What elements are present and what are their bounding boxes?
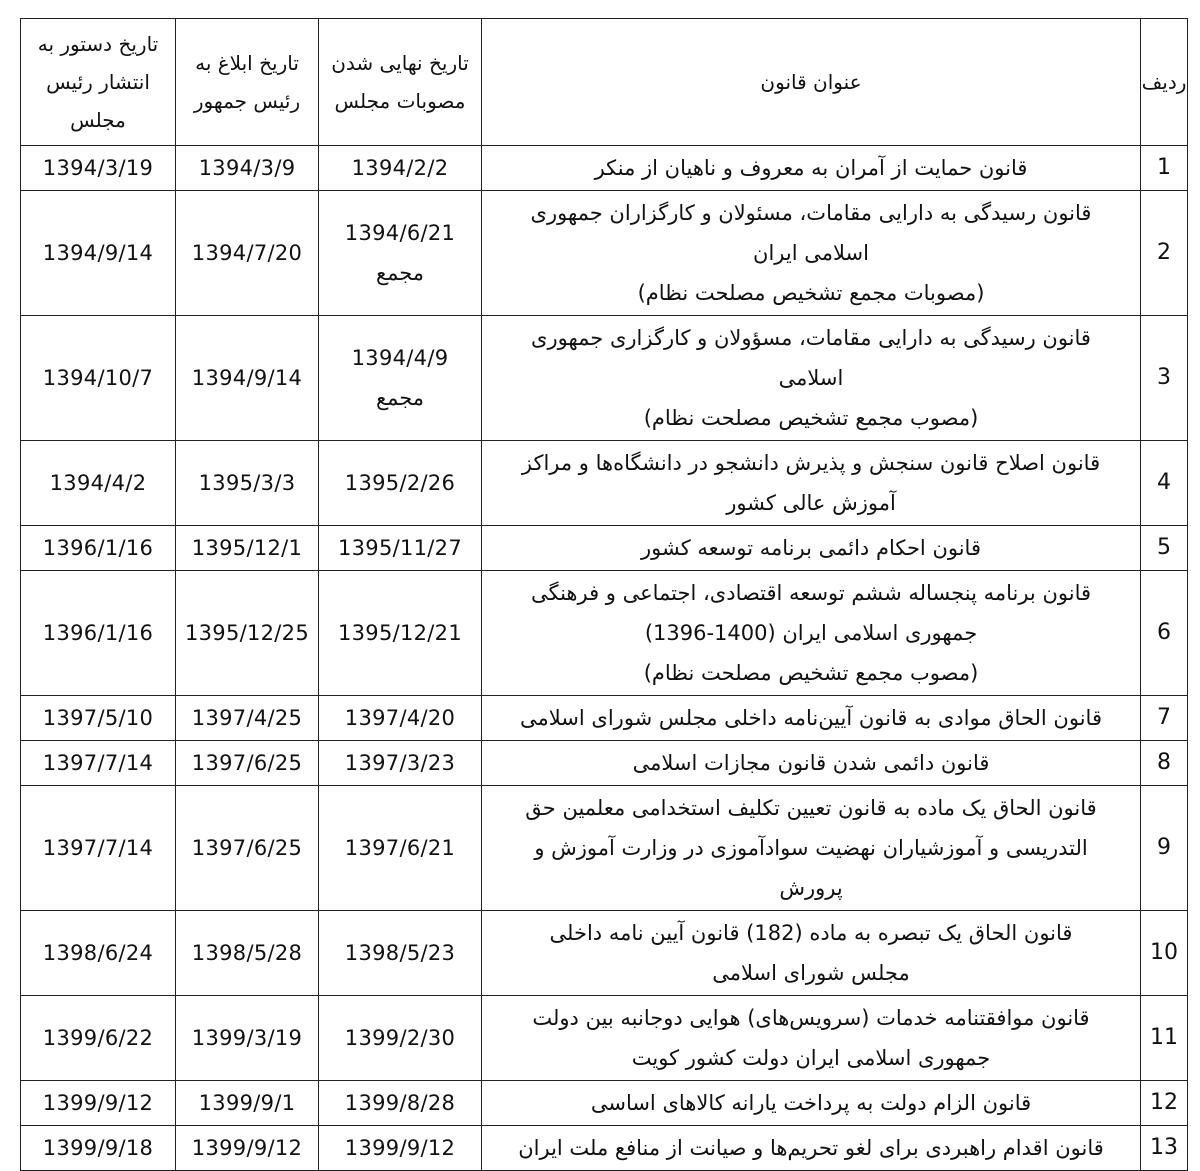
law-title [482,571,1141,696]
table-row [21,146,1188,191]
finalized-date [319,1081,482,1126]
finalized-date [319,996,482,1081]
notified-date: 1397/6/25 [176,786,319,911]
table-row [21,526,1188,571]
row-number: 9 [1141,786,1188,911]
published-date: 1396/1/16 [21,571,176,696]
table-row [21,786,1188,911]
table-row [21,316,1188,441]
row-number: 3 [1141,316,1188,441]
row-number: 4 [1141,441,1188,526]
laws-body [21,146,1188,1171]
published-date: 1394/3/19 [21,146,176,191]
law-title [482,1081,1141,1126]
row-number: 6 [1141,571,1188,696]
notified-date: 1395/12/25 [176,571,319,696]
finalized-date-line: 1394/6/21 [344,221,456,245]
header-finalized: تاریخ نهایی شدن مصوبات مجلس [319,19,482,146]
law-title [482,146,1141,191]
finalized-date-line: 1395/11/27 [337,536,463,560]
notified-date: 1394/7/20 [176,191,319,316]
table-row [21,741,1188,786]
finalized-date-line: 1395/2/26 [344,471,456,495]
law-title-line: قانون رسیدگی به دارایی مقامات، مسئولان و کارگزاران جمهوری [530,201,1092,225]
published-date: 1399/6/22 [21,996,176,1081]
finalized-date [319,911,482,996]
finalized-date [319,191,482,316]
header-row-number: ردیف [1141,19,1188,146]
finalized-date-line: 1398/5/23 [344,941,456,965]
law-title-line: قانون رسیدگی به دارایی مقامات، مسؤولان و کارگزاری جمهوری [531,326,1091,350]
row-number: 10 [1141,911,1188,996]
law-title [482,1126,1141,1171]
law-title-line: قانون الحاق یک تبصره به ماده (182) قانون آیین نامه داخلی [549,921,1073,945]
finalized-date-line: 1394/2/2 [351,156,449,180]
table-row [21,1081,1188,1126]
notified-date: 1399/9/1 [176,1081,319,1126]
row-number: 12 [1141,1081,1188,1126]
law-title [482,786,1141,911]
published-date: 1394/9/14 [21,191,176,316]
law-title [482,316,1141,441]
table-row [21,571,1188,696]
finalized-date-line: 1394/4/9 [351,346,449,370]
law-title-line: قانون الحاق موادی به قانون آیین‌نامه داخلی مجلس شورای اسلامی [520,706,1102,730]
finalized-date-line: مجمع [375,386,425,410]
law-title [482,696,1141,741]
published-date: 1397/7/14 [21,786,176,911]
finalized-date [319,786,482,911]
law-title-line: (مصوب مجمع تشخیص مصلحت نظام) [643,406,979,430]
row-number: 2 [1141,191,1188,316]
law-title-line: قانون احکام دائمی برنامه توسعه کشور [641,536,981,560]
published-date: 1399/9/18 [21,1126,176,1171]
law-title-line: جمهوری اسلامی ایران دولت کشور کویت [631,1046,991,1070]
law-title [482,526,1141,571]
notified-date: 1394/9/14 [176,316,319,441]
law-title [482,911,1141,996]
law-title-line: قانون موافقتنامه خدمات (سرویس‌های) هوایی دوجانبه بین دولت [532,1006,1090,1030]
table-row [21,996,1188,1081]
header-published: تاریخ دستور به انتشار رئیس مجلس [21,19,176,146]
row-number: 1 [1141,146,1188,191]
notified-date: 1397/6/25 [176,741,319,786]
law-title-line: قانون اقدام راهبردی برای لغو تحریم‌ها و صیانت از منافع ملت ایران [518,1136,1104,1160]
finalized-date [319,316,482,441]
law-title-line: قانون اصلاح قانون سنجش و پذیرش دانشجو در دانشگاه‌ها و مراکز [521,451,1101,475]
table-row [21,191,1188,316]
notified-date: 1395/3/3 [176,441,319,526]
notified-date: 1399/9/12 [176,1126,319,1171]
law-title-line: اسلامی ایران [753,241,869,265]
published-date: 1394/10/7 [21,316,176,441]
finalized-date [319,441,482,526]
finalized-date-line: 1399/9/12 [344,1136,456,1160]
law-title-line: پرورش [779,876,843,900]
notified-date: 1397/4/25 [176,696,319,741]
law-title-line: قانون حمایت از آمران به معروف و ناهیان از منکر [594,156,1028,180]
notified-date: 1394/3/9 [176,146,319,191]
table-row [21,911,1188,996]
published-date: 1397/5/10 [21,696,176,741]
finalized-date-line: 1397/4/20 [344,706,456,730]
finalized-date-line: 1399/8/28 [344,1091,456,1115]
published-date: 1399/9/12 [21,1081,176,1126]
law-title-line: التدریسی و آموزشیاران نهضیت سوادآموزی در وزارت آموزش و [534,836,1088,860]
row-number: 5 [1141,526,1188,571]
law-title [482,191,1141,316]
row-number: 7 [1141,696,1188,741]
law-title-line: جمهوری اسلامی ایران (1400-1396) [644,621,978,645]
row-number: 13 [1141,1126,1188,1171]
law-title [482,441,1141,526]
table-row [21,1126,1188,1171]
header-title: عنوان قانون [482,19,1141,146]
finalized-date-line: 1397/3/23 [344,751,456,775]
finalized-date [319,696,482,741]
law-title-line: قانون الزام دولت به پرداخت یارانه کالاهای اساسی [590,1091,1032,1115]
finalized-date-line: مجمع [375,261,425,285]
law-title-line: قانون برنامه پنجساله ششم توسعه اقتصادی، اجتماعی و فرهنگی [530,581,1092,605]
header-row [21,19,1188,146]
law-title [482,741,1141,786]
law-title-line: آموزش عالی کشور [726,491,896,515]
row-number: 11 [1141,996,1188,1081]
finalized-date-line: 1399/2/30 [344,1026,456,1050]
table-row [21,441,1188,526]
published-date: 1398/6/24 [21,911,176,996]
law-title-line: مجلس شورای اسلامی [712,961,910,985]
table-row [21,696,1188,741]
finalized-date [319,526,482,571]
notified-date: 1395/12/1 [176,526,319,571]
law-title-line: اسلامی [778,366,844,390]
law-title-line: (مصوبات مجمع تشخیص مصلحت نظام) [637,281,985,305]
published-date: 1397/7/14 [21,741,176,786]
finalized-date [319,571,482,696]
finalized-date [319,741,482,786]
row-number: 8 [1141,741,1188,786]
notified-date: 1398/5/28 [176,911,319,996]
finalized-date [319,1126,482,1171]
notified-date: 1399/3/19 [176,996,319,1081]
law-title [482,996,1141,1081]
finalized-date-line: 1397/6/21 [344,836,456,860]
published-date: 1394/4/2 [21,441,176,526]
finalized-date-line: 1395/12/21 [337,621,463,645]
finalized-date [319,146,482,191]
law-title-line: قانون دائمی شدن قانون مجازات اسلامی [632,751,990,775]
law-title-line: (مصوب مجمع تشخیص مصلحت نظام) [643,661,979,685]
header-notified: تاریخ ابلاغ به رئیس جمهور [176,19,319,146]
published-date: 1396/1/16 [21,526,176,571]
laws-table [20,18,1188,1171]
law-title-line: قانون الحاق یک ماده به قانون تعیین تکلیف استخدامی معلمین حق [525,796,1097,820]
